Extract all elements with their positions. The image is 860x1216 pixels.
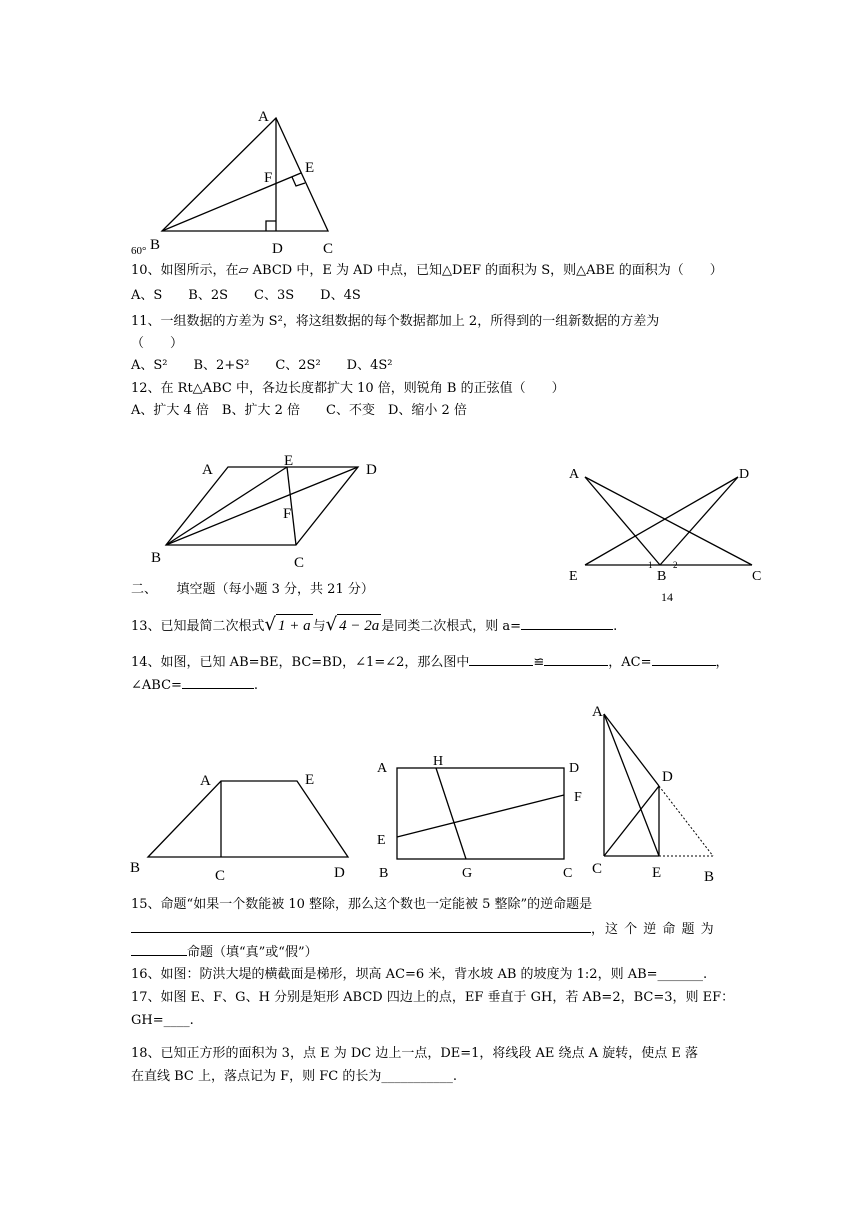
q14-blank-4[interactable] xyxy=(182,676,254,689)
q14-abc: ∠ABC= xyxy=(131,678,182,693)
fig17-label-d: D xyxy=(569,761,580,776)
question-14-line1 xyxy=(131,653,729,671)
fig9-label-e: E xyxy=(305,160,315,176)
q14-blank-3[interactable] xyxy=(652,653,716,666)
question-10-options: A、S B、2S C、3S D、4S xyxy=(131,288,361,303)
fig10-label-c: C xyxy=(294,555,305,571)
question-10-stem: 10、如图所示，在▱ ABCD 中，E 为 AD 中点，已知△DEF 的面积为 S，则△ABE 的面积为（ ） xyxy=(131,263,723,278)
question-12-options: A、扩大 4 倍 B、扩大 2 倍 C、不变 D、缩小 2 倍 xyxy=(131,403,467,418)
fig17-label-g: G xyxy=(462,866,473,881)
q13-end: . xyxy=(613,619,618,634)
q14-pre: 14、如图，已知 AB=BE，BC=BD，∠1=∠2，那么图中 xyxy=(131,655,470,670)
fig10-label-d: D xyxy=(366,462,377,478)
fig14-angle-2: 2 xyxy=(673,560,678,570)
fig14-label-c: C xyxy=(752,569,762,584)
fig14-label-b: B xyxy=(657,569,667,584)
question-17-line2: GH=____. xyxy=(131,1013,194,1028)
fig17-label-e: E xyxy=(377,833,386,848)
question-11-stem: 11、一组数据的方差为 S²，将这组数据的每个数据都加上 2，所得到的一组新数据的方差为 xyxy=(131,314,660,329)
fig10-label-a: A xyxy=(202,462,213,478)
fig16-label-c: C xyxy=(215,868,226,884)
q13-post: 是同类二次根式，则 a= xyxy=(381,619,522,634)
q14-blank-2[interactable] xyxy=(544,653,608,666)
question-11-options: A、S² B、2+S² C、2S² D、4S² xyxy=(131,358,393,373)
fig9-label-d: D xyxy=(272,241,283,257)
radical-2-body: 4 − 2a xyxy=(337,614,381,637)
radical-2: √ 4 − 2a xyxy=(325,614,380,635)
fig14-angle-1: 1 xyxy=(648,560,653,570)
fig14-label-e: E xyxy=(569,569,578,584)
question-11-paren: （ ） xyxy=(131,336,184,351)
fig17-label-c: C xyxy=(563,866,573,881)
q15-line3: 命题（填“真”或“假”） xyxy=(187,945,318,960)
q14-cong: ≌ xyxy=(533,655,545,670)
question-15-line2 xyxy=(131,920,715,938)
fig9-label-b: B xyxy=(150,237,161,253)
radical-1: √ 1 + a xyxy=(264,614,311,635)
fig17-label-b: B xyxy=(379,866,389,881)
fig14-label-a: A xyxy=(569,467,580,482)
question-17-line1: 17、如图 E、F、G、H 分别是矩形 ABCD 四边上的点，EF 垂直于 GH，若 AB=2，BC=3，则 EF： xyxy=(131,990,735,1005)
section-2-heading: 二、 填空题（每小题 3 分，共 21 分） xyxy=(131,582,374,597)
fig9-label-c: C xyxy=(323,241,334,257)
fig18-label-c: C xyxy=(592,861,603,877)
fig14-cut-label: 14 xyxy=(661,590,673,604)
fig10-label-e: E xyxy=(284,453,294,469)
fig16-label-e: E xyxy=(305,772,315,788)
fig17-label-h: H xyxy=(433,754,444,769)
question-14-line2 xyxy=(131,676,258,694)
fig10-label-f: F xyxy=(283,506,292,522)
fig18-label-b: B xyxy=(704,869,715,885)
q14-blank-1[interactable] xyxy=(469,653,533,666)
fig9-angle-label: 60° xyxy=(131,245,147,257)
fig17-label-a: A xyxy=(377,761,388,776)
q14-ac: ，AC= xyxy=(608,655,652,670)
fig18-label-d: D xyxy=(662,769,673,785)
fig16-label-d: D xyxy=(334,865,345,881)
question-16: 16、如图：防洪大堤的横截面是梯形，坝高 AC=6 米，背水坡 AB 的坡度为 1:2，则 AB=_______. xyxy=(131,967,708,982)
q14-end: . xyxy=(253,678,259,693)
fig16-label-b: B xyxy=(130,860,141,876)
q14-comma: ， xyxy=(715,655,729,670)
question-18-line2: 在直线 BC 上，落点记为 F，则 FC 的长为___________. xyxy=(131,1069,458,1084)
question-15-line3 xyxy=(131,943,318,961)
fig17-label-f: F xyxy=(574,790,582,805)
fig18-label-a: A xyxy=(592,704,603,720)
q13-answer-blank[interactable] xyxy=(521,617,613,630)
q15-blank-truth[interactable] xyxy=(131,943,187,956)
question-18-line1: 18、已知正方形的面积为 3，点 E 为 DC 边上一点，DE=1，将线段 AE 绕点 A 旋转，使点 E 落 xyxy=(131,1046,698,1061)
q15-line2-tail: ，这 个 逆 命 题 为 xyxy=(591,922,715,937)
q13-mid: 与 xyxy=(312,619,326,634)
q15-blank-converse[interactable] xyxy=(131,920,591,933)
fig10-label-b: B xyxy=(151,550,162,566)
fig9-label-a: A xyxy=(258,109,269,125)
fig16-label-a: A xyxy=(200,773,211,789)
question-13 xyxy=(131,614,617,638)
fig9-label-f: F xyxy=(264,170,273,186)
q13-pre: 13、已知最简二次根式 xyxy=(131,619,265,634)
radical-1-body: 1 + a xyxy=(276,614,313,637)
question-15-line1: 15、命题“如果一个数能被 10 整除，那么这个数也一定能被 5 整除”的逆命题是 xyxy=(131,897,593,912)
fig18-label-e: E xyxy=(652,865,662,881)
question-12-stem: 12、在 Rt△ABC 中，各边长度都扩大 10 倍，则锐角 B 的正弦值（ ） xyxy=(131,381,565,396)
fig14-label-d: D xyxy=(739,467,750,482)
